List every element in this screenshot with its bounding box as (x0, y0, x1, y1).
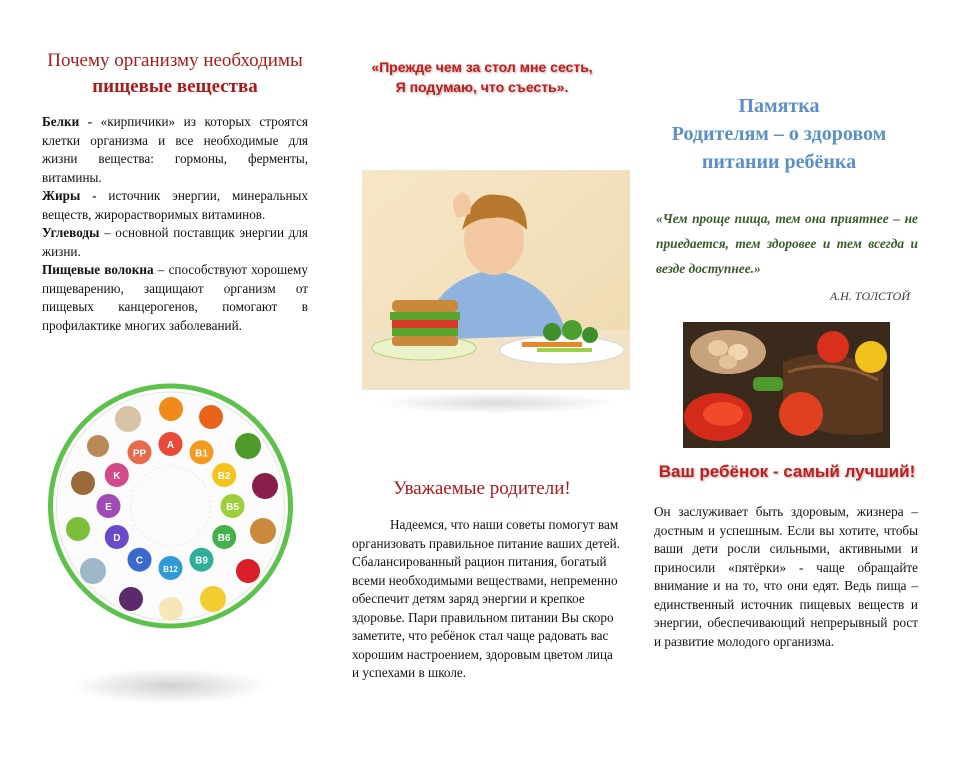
nutrient-definitions (42, 113, 308, 335)
definition-text: основной поставщик энергии для жизни. (42, 225, 308, 259)
definition-text: способствуют хорошему пищеварению, защищают организм от пищевых канцерогенов, помогают в профилактике многих заболеваний. (42, 262, 308, 333)
fish-food-icon (80, 558, 106, 584)
memo-title-line3: питании ребёнка (701, 151, 857, 173)
vitamin-label: B2 (217, 471, 231, 482)
vitamin-label: B9 (195, 555, 208, 567)
definition-fats (42, 187, 308, 224)
parents-message-text: Надеемся, что наши советы помогут вам организовать правильное питание ваших детей. Сбалансированный рацион питания, богатый всеми необходимыми веществами, непременно обеспечит детям заряд энергии и крепкое здоровье. Пари правильном питании Вы скоро заметите, что ребёнок стал чаще радовать вас хорошим настроением, здоровым цветом лица и успехами в школе. (352, 517, 620, 680)
nutrients-title-line1: Почему организму необходимы (47, 50, 303, 71)
motto-line1: «Прежде чем за стол мне сесть, (371, 59, 593, 75)
carrot-food-icon (199, 405, 223, 429)
definition-proteins (42, 113, 308, 187)
motto (352, 57, 612, 97)
definition-fiber (42, 261, 308, 335)
healthy-food-photo (683, 322, 890, 448)
memo-title (648, 92, 910, 176)
banana-food-icon (200, 586, 226, 612)
quote-author: А.Н. ТОЛСТОЙ (829, 289, 910, 303)
definition-text: источник энергии, минеральных веществ, жирорастворимых витаминов. (42, 188, 308, 222)
tea-food-icon (71, 471, 95, 495)
child-eating-photo (362, 170, 630, 390)
vitamin-label: E (105, 502, 112, 513)
vitamin-label: B6 (217, 533, 231, 544)
peas-food-icon (66, 517, 90, 541)
vitamin-label: A (166, 440, 175, 451)
motto-line2: Я подумаю, что съесть». (395, 79, 569, 95)
vitamin-label: B1 (195, 448, 208, 460)
vitamin-label: PP (132, 448, 147, 460)
best-child-headline: Ваш ребёнок - самый лучший! (658, 462, 916, 481)
beet-food-icon (252, 473, 278, 499)
vitamin-plate-illustration (43, 381, 298, 631)
vitamin-label: D (113, 533, 121, 544)
grape-food-icon (119, 587, 143, 611)
term-separator: - (80, 188, 109, 203)
vitamin-label: B5 (226, 502, 239, 513)
term-proteins: Белки (42, 114, 80, 129)
term-fats: Жиры (42, 188, 81, 203)
broccoli-food-icon (235, 433, 261, 459)
term-carbs: Углеводы (42, 225, 100, 240)
egg-food-icon (159, 597, 183, 621)
term-separator: – (99, 225, 116, 240)
nuts-food-icon (87, 435, 109, 457)
memo-title-line1: Памятка (738, 95, 820, 117)
nutrients-title-line2: пищевые вещества (92, 76, 258, 97)
definition-carbs (42, 224, 308, 261)
bread-food-icon (250, 518, 276, 544)
photo-shadow (375, 392, 620, 414)
vitamin-label: K (113, 471, 121, 482)
term-separator: - (79, 114, 101, 129)
tolstoy-quote: «Чем проще пища, тем она приятнее – не приедается, тем здоровее и тем всегда и везде доступнее.» (656, 211, 918, 276)
definition-text: «кирпичики» из которых строятся клетки организма и все необходимые для жизни вещества: гормоны, ферменты, витамины. (42, 114, 308, 185)
nutrients-title (30, 48, 320, 100)
vitamin-label: B12 (163, 565, 178, 574)
term-separator: – (153, 262, 169, 277)
orange-food-icon (159, 397, 183, 421)
vitamin-label: C (135, 555, 144, 567)
plate-shadow (70, 668, 270, 704)
best-child-text: Он заслуживает быть здоровым, жизнера – достным и успешным. Если вы хотите, чтобы ваши дети росли сильными, активными и приносили «пятёрки» - чаще обращайте внимание и на то, что они едят. Ведь пища – единственный источник пищевых веществ и энергии, обеспечивающий непрерывный рост и развитие молодого организма. (654, 504, 918, 649)
memo-title-line2: Родителям – о здоровом (671, 123, 887, 145)
term-fiber: Пищевые волокна (42, 262, 154, 277)
mushroom-food-icon (115, 406, 141, 432)
greeting-heading: Уважаемые родители! (393, 478, 571, 499)
parents-message (352, 516, 620, 683)
strawberry-food-icon (236, 559, 260, 583)
